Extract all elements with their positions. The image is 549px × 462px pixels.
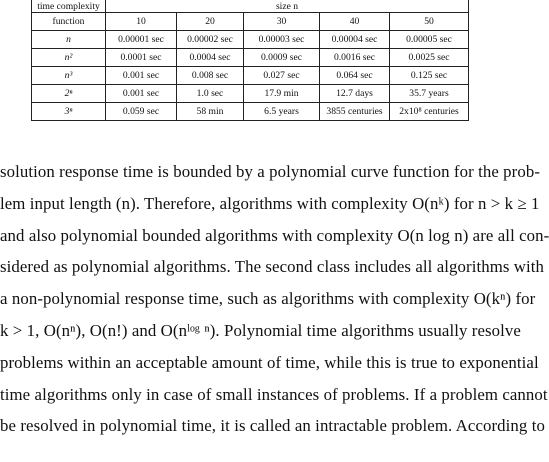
paragraph-line: a non-polynomial response time, such as algorithms with complexity O(kⁿ) for [0, 289, 536, 309]
row-function: 3ⁿ [32, 103, 106, 121]
table-cell: 0.0009 sec [244, 49, 320, 67]
table-cell: 0.125 sec [390, 67, 469, 85]
table-cell: 58 min [177, 103, 244, 121]
table-header-row [32, 13, 469, 31]
table-cell: 0.00005 sec [390, 31, 469, 49]
table-cell: 17.9 min [244, 85, 320, 103]
table-row [32, 67, 469, 85]
paragraph-line: lem input length (n). Therefore, algorithms with complexity O(nᵏ) for n > k ≥ 1 [0, 193, 540, 213]
row-function: 2ⁿ [32, 85, 106, 103]
body-paragraph [0, 156, 549, 442]
table-cell: 3855 centuries [320, 103, 390, 121]
paragraph-line: time algorithms only in case of small instances of problems. If a problem cannot [0, 384, 548, 404]
table-cell: 1.0 sec [177, 85, 244, 103]
row-function: n [32, 31, 106, 49]
table-row [32, 49, 469, 67]
paragraph-line: k > 1, O(nⁿ), O(n!) and O(nˡᵒᵍ ⁿ). Polynomial time algorithms usually resolve [0, 320, 521, 340]
table-cell: 0.001 sec [106, 67, 177, 85]
table-cell: 0.0016 sec [320, 49, 390, 67]
paragraph-line: sidered as polynomial algorithms. The second class includes all algorithms with [0, 257, 545, 277]
header-size-30: 30 [244, 13, 320, 31]
table-cell: 2x10⁸ centuries [390, 103, 469, 121]
header-size-50: 50 [390, 13, 469, 31]
table-cell: 0.00002 sec [177, 31, 244, 49]
header-size-10: 10 [106, 13, 177, 31]
table-cell: 35.7 years [390, 85, 469, 103]
paragraph-line: problems within an acceptable amount of time, while this is true to exponential [0, 352, 539, 372]
header-time-complexity: time complexity [32, 0, 106, 13]
table-cell: 0.0004 sec [177, 49, 244, 67]
table-row [32, 85, 469, 103]
table-cell: 0.064 sec [320, 67, 390, 85]
table-cell: 0.008 sec [177, 67, 244, 85]
table-cell: 0.00001 sec [106, 31, 177, 49]
header-size-n: size n [106, 0, 469, 13]
row-function: n³ [32, 67, 106, 85]
paragraph-line: be resolved in polynomial time, it is called an intractable problem. According to [0, 416, 545, 436]
table-header-top-row [32, 0, 469, 13]
paragraph-line: solution response time is bounded by a polynomial curve function for the prob- [0, 162, 541, 181]
row-function: n² [32, 49, 106, 67]
table-cell: 0.027 sec [244, 67, 320, 85]
table-cell: 0.0001 sec [106, 49, 177, 67]
header-size-20: 20 [177, 13, 244, 31]
paragraph-line: and also polynomial bounded algorithms with complexity O(n log n) are all con- [0, 225, 549, 245]
table-cell: 0.0025 sec [390, 49, 469, 67]
header-size-40: 40 [320, 13, 390, 31]
complexity-table [31, 0, 469, 121]
table-cell: 6.5 years [244, 103, 320, 121]
table-cell: 0.059 sec [106, 103, 177, 121]
table-row [32, 31, 469, 49]
header-function: function [32, 13, 106, 31]
table-cell: 0.00003 sec [244, 31, 320, 49]
table-cell: 0.001 sec [106, 85, 177, 103]
table-row [32, 103, 469, 121]
table-cell: 0.00004 sec [320, 31, 390, 49]
table-cell: 12.7 days [320, 85, 390, 103]
